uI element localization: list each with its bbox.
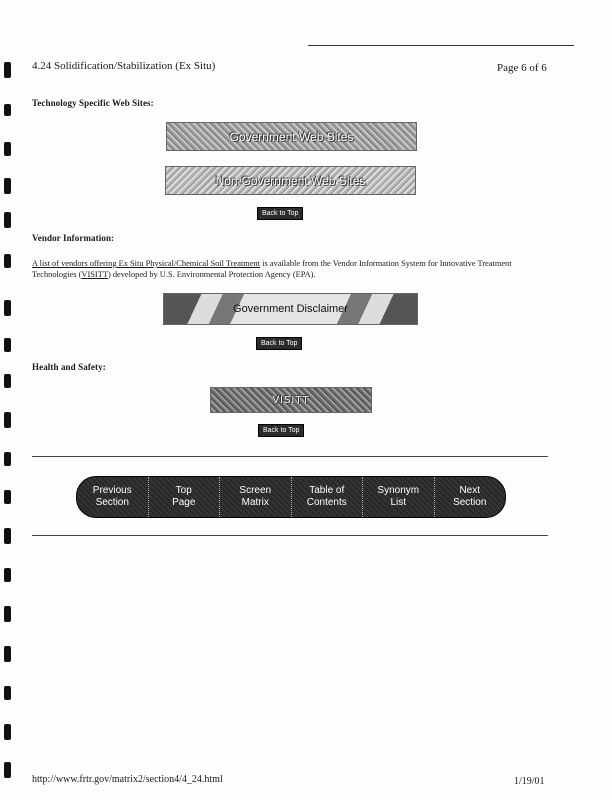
web-sites-heading: Technology Specific Web Sites:: [32, 98, 154, 108]
scan-mark: [4, 686, 11, 700]
scan-mark: [4, 212, 11, 228]
page-number: Page 6 of 6: [497, 62, 547, 74]
vendor-text: is available from the Vendor Information System for Innovative Treatment Technologies (: [32, 259, 512, 279]
scan-mark: [4, 646, 11, 662]
scan-mark: [4, 178, 11, 194]
scan-mark: [4, 254, 11, 268]
scan-mark: [4, 568, 11, 582]
top-page-button[interactable]: Top Page: [149, 477, 221, 517]
navigation-bar: [76, 476, 506, 518]
vendor-heading: Vendor Information:: [32, 233, 115, 243]
scan-mark: [4, 374, 11, 388]
scan-mark: [4, 606, 11, 622]
screen-matrix-button[interactable]: Screen Matrix: [220, 477, 292, 517]
previous-section-button[interactable]: Previous Section: [77, 477, 149, 517]
table-of-contents-button[interactable]: Table of Contents: [292, 477, 364, 517]
visitt-link[interactable]: VISITT: [81, 270, 108, 279]
back-to-top-button[interactable]: Back to Top: [257, 207, 303, 220]
health-safety-heading: Health and Safety:: [32, 362, 106, 372]
government-disclaimer-button[interactable]: Government Disclaimer: [163, 293, 418, 325]
non-government-web-sites-button[interactable]: Non-Government Web Sites: [165, 166, 416, 195]
synonym-list-button[interactable]: Synonym List: [363, 477, 435, 517]
scan-mark: [4, 62, 11, 78]
divider: [32, 535, 548, 536]
footer-date: 1/19/01: [514, 776, 545, 787]
top-rule: [308, 45, 574, 46]
scan-mark: [4, 528, 11, 544]
next-section-button[interactable]: Next Section: [435, 477, 506, 517]
scan-mark: [4, 104, 11, 116]
scan-mark: [4, 490, 11, 504]
scan-mark: [4, 300, 11, 316]
government-web-sites-button[interactable]: Government Web Sites: [166, 122, 417, 151]
vendor-text-end: ) developed by U.S. Environmental Protection Agency (EPA).: [107, 270, 316, 279]
back-to-top-button[interactable]: Back to Top: [256, 337, 302, 350]
scan-mark: [4, 762, 11, 778]
back-to-top-button[interactable]: Back to Top: [258, 424, 304, 437]
scan-mark: [4, 452, 11, 466]
scan-mark: [4, 412, 11, 428]
page-title: 4.24 Solidification/Stabilization (Ex Situ): [32, 60, 216, 72]
scan-mark: [4, 724, 11, 740]
scan-mark: [4, 142, 11, 156]
vendor-paragraph: [32, 258, 552, 280]
vendor-list-link[interactable]: A list of vendors offering Ex Situ Physical/Chemical Soil Treatment: [32, 259, 261, 268]
visitt-banner-button[interactable]: VISITT: [210, 387, 372, 413]
scan-mark: [4, 338, 11, 352]
divider: [32, 456, 548, 457]
footer-url: http://www.frtr.gov/matrix2/section4/4_24.html: [32, 774, 223, 785]
